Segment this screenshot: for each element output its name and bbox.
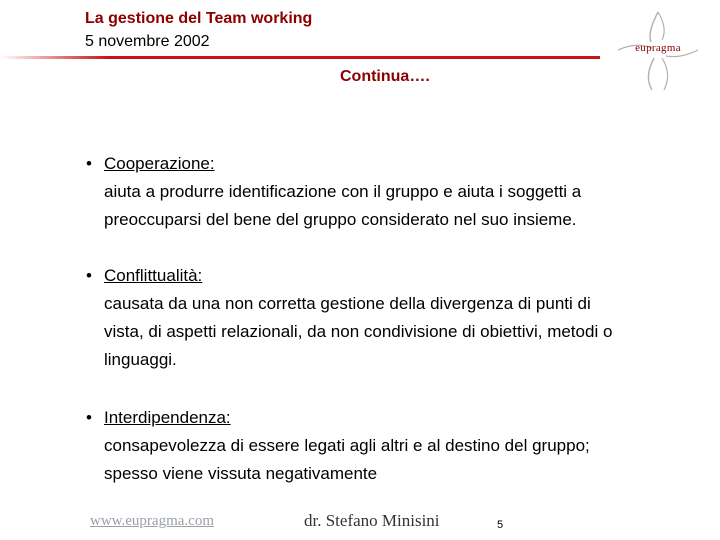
bullet-heading: Cooperazione: — [104, 154, 215, 173]
bullet-line: consapevolezza di essere legati agli altri e al destino del gruppo; — [104, 436, 590, 455]
header-divider — [0, 56, 600, 59]
bullet-line: vista, di aspetti relazionali, da non condivisione di obiettivi, metodi o — [104, 322, 613, 341]
footer-author: dr. Stefano Minisini — [304, 511, 440, 530]
bullet-dot-icon: • — [86, 154, 92, 173]
bullet-line: preoccuparsi del bene del gruppo considerato nel suo insieme. — [104, 210, 577, 229]
bullet-dot-icon: • — [86, 266, 92, 285]
header-title: La gestione del Team working — [85, 10, 313, 27]
bullet-interdipendenza — [86, 404, 706, 488]
bullet-cooperazione — [86, 150, 706, 234]
bullet-line: aiuta a produrre identificazione con il gruppo e aiuta i soggetti a — [104, 182, 582, 201]
bullet-line: causata da una non corretta gestione della divergenza di punti di — [104, 294, 591, 313]
logo-text: eupragma — [635, 42, 681, 54]
bullet-conflittualita — [86, 262, 706, 374]
page-number: 5 — [497, 519, 504, 531]
bullet-line: spesso viene vissuta negativamente — [104, 464, 378, 483]
bullet-line: linguaggi. — [104, 350, 177, 369]
bullet-dot-icon: • — [86, 408, 92, 427]
eupragma-logo — [608, 6, 708, 96]
footer-url-link[interactable]: www.eupragma.com — [90, 513, 214, 529]
bullet-heading: Conflittualità: — [104, 266, 203, 285]
section-title: Continua…. — [340, 68, 430, 85]
bullet-heading: Interdipendenza: — [104, 408, 231, 427]
header-date: 5 novembre 2002 — [85, 33, 210, 50]
